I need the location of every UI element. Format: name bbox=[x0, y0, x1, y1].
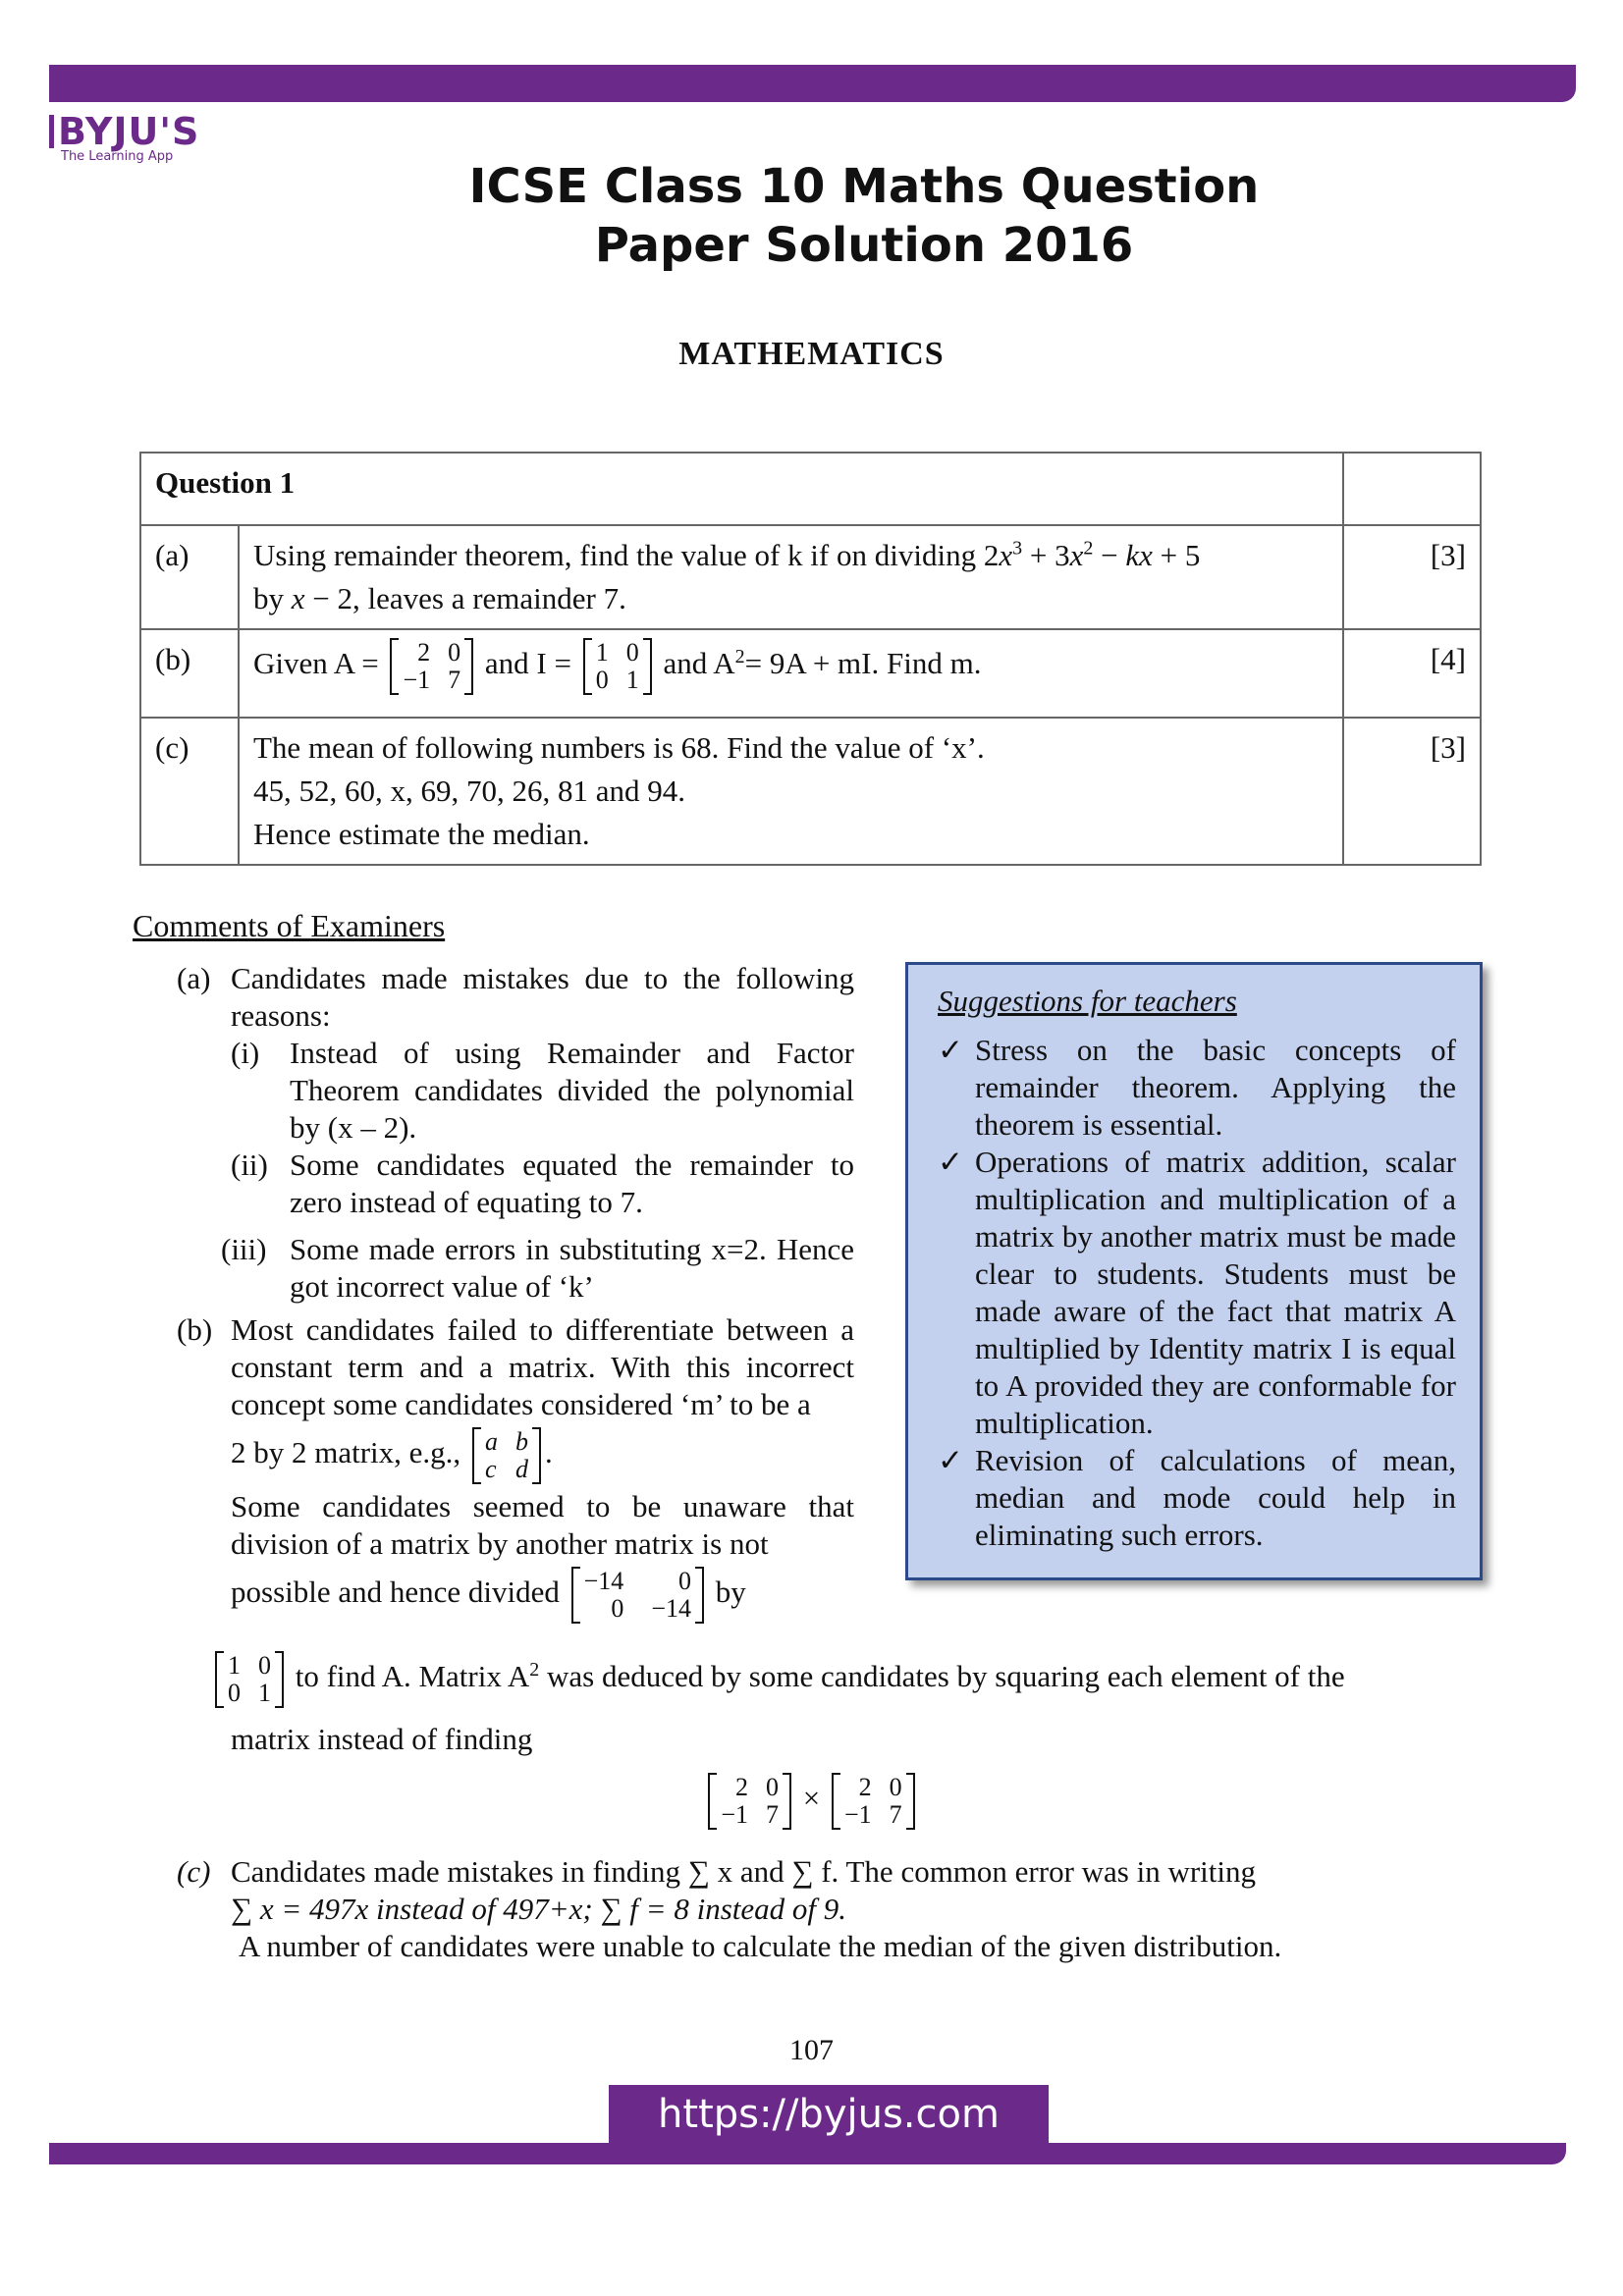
matrix-abcd bbox=[472, 1427, 541, 1484]
text-part: x bbox=[291, 581, 305, 615]
comment-matrix-line: 2 by 2 matrix, e.g., a b c d . bbox=[231, 1427, 553, 1483]
matrix-cell: 1 bbox=[595, 638, 609, 667]
matrix-cell: −1 bbox=[843, 1800, 872, 1829]
matrix-cell: 7 bbox=[889, 1800, 902, 1829]
question-label: (b) bbox=[140, 629, 239, 718]
page-number: 107 bbox=[789, 2034, 834, 2066]
page-title bbox=[393, 157, 1335, 275]
comment-tag: (i) bbox=[231, 1036, 260, 1070]
times-sign: × bbox=[802, 1781, 821, 1816]
matrix-cell: 0 bbox=[611, 1594, 624, 1623]
suggestions-for-teachers-box bbox=[905, 962, 1483, 1580]
title-line-2: Paper Solution 2016 bbox=[594, 218, 1134, 273]
matrix-product-right bbox=[832, 1773, 915, 1830]
matrix-identity bbox=[583, 638, 652, 695]
matrix-cell: 0 bbox=[595, 666, 609, 694]
comment-text: Instead of using Remainder and Factor Theorem candidates divided the polynomial by (x – 2). bbox=[290, 1036, 854, 1145]
matrix-cell: 2 bbox=[735, 1773, 748, 1801]
matrix-cell: 0 bbox=[889, 1773, 902, 1801]
matrix-cell: 2 bbox=[858, 1773, 872, 1801]
text-part: and A bbox=[663, 646, 735, 681]
question-row-c bbox=[140, 718, 1481, 865]
marks-cell-empty bbox=[1343, 453, 1481, 525]
question-label: (c) bbox=[140, 718, 239, 865]
matrix-product bbox=[0, 1773, 1623, 1830]
text-part: = 9A + mI. Find m. bbox=[744, 646, 982, 681]
matrix-cell: 1 bbox=[625, 666, 639, 694]
question-text bbox=[239, 718, 1343, 865]
superscript: 3 bbox=[1012, 537, 1023, 560]
matrix-cell: 1 bbox=[228, 1651, 241, 1680]
suggestions-heading: Suggestions for teachers bbox=[938, 984, 1237, 1018]
matrix-cell: 0 bbox=[258, 1651, 271, 1680]
comment-text: Candidates made mistakes due to the following reasons: bbox=[231, 961, 854, 1033]
title-line-1: ICSE Class 10 Maths Question bbox=[468, 159, 1260, 214]
comment-text: Some made errors in substituting x=2. Hence got incorrect value of ‘k’ bbox=[290, 1232, 854, 1304]
matrix-cell: c bbox=[484, 1455, 497, 1483]
matrix-cell: −1 bbox=[403, 666, 431, 694]
matrix-cell: −14 bbox=[583, 1567, 624, 1595]
question-label: (a) bbox=[140, 525, 239, 629]
question-heading: Question 1 bbox=[140, 453, 1343, 525]
comment-text: A number of candidates were unable to calculate the median of the given distribution. bbox=[239, 1929, 1282, 1963]
comment-text: matrix instead of finding bbox=[231, 1722, 533, 1756]
comments-heading: Comments of Examiners bbox=[133, 908, 446, 943]
matrix-cell: −1 bbox=[721, 1800, 748, 1829]
suggestion-text: Revision of calculations of mean, median and mode could help in eliminating such errors. bbox=[975, 1443, 1456, 1552]
matrix-cell: 1 bbox=[258, 1679, 271, 1707]
matrix-product-left bbox=[708, 1773, 791, 1830]
text-line: The mean of following numbers is 68. Find the value of ‘x’. bbox=[253, 730, 985, 765]
text-part: by bbox=[253, 581, 292, 615]
check-icon: ✓ bbox=[938, 1443, 963, 1477]
marks: [3] bbox=[1343, 718, 1481, 865]
logo-subtitle: The Learning App bbox=[61, 149, 174, 164]
text-part: − 2, leaves a remainder 7. bbox=[304, 581, 626, 615]
text-part: + 3 bbox=[1022, 538, 1070, 572]
comment-tag: (b) bbox=[177, 1312, 213, 1347]
matrix-cell: a bbox=[484, 1427, 498, 1456]
question-row-a bbox=[140, 525, 1481, 629]
text-part: Given A = bbox=[253, 646, 379, 681]
suggestion-item bbox=[938, 1144, 1456, 1442]
text-part: was deduced by some candidates by squaring each element of the bbox=[547, 1659, 1345, 1694]
check-icon: ✓ bbox=[938, 1033, 963, 1067]
matrix-cell: 2 bbox=[417, 638, 431, 667]
top-brand-band bbox=[49, 65, 1576, 102]
bottom-brand-band bbox=[49, 2143, 1566, 2164]
superscript: 2 bbox=[1083, 537, 1094, 560]
comment-tag: (a) bbox=[177, 961, 211, 995]
logo-text: BYJU'S bbox=[58, 110, 200, 153]
text-part: kx bbox=[1125, 538, 1153, 572]
matrix-cell: 7 bbox=[766, 1800, 779, 1829]
subject-heading: MATHEMATICS bbox=[678, 336, 945, 372]
marks: [3] bbox=[1343, 525, 1481, 629]
comment-tag: (c) bbox=[177, 1854, 211, 1889]
examiner-comments bbox=[177, 960, 854, 1624]
comment-a-i bbox=[231, 1035, 854, 1147]
comment-tag: (iii) bbox=[221, 1232, 267, 1266]
check-icon: ✓ bbox=[938, 1145, 963, 1179]
suggestion-text: Operations of matrix addition, scalar multiplication and multiplication of a matrix by another matrix must be made clear to students. Students must be made aware of the fact that matrix A multiplied by Identity matrix I is equal to A provided they are conformable for multiplication. bbox=[975, 1145, 1456, 1440]
text-part: to find A. Matrix A bbox=[295, 1659, 530, 1694]
comment-text: Some candidates equated the remainder to zero instead of equating to 7. bbox=[290, 1148, 854, 1219]
comment-a bbox=[177, 960, 854, 1035]
matrix-cell: −14 bbox=[651, 1594, 691, 1623]
question-text bbox=[239, 525, 1343, 629]
matrix-cell: 0 bbox=[448, 638, 461, 667]
text-part: x bbox=[999, 538, 1013, 572]
superscript: 2 bbox=[734, 645, 745, 667]
matrix-cell: b bbox=[514, 1427, 528, 1456]
text-part: Using remainder theorem, find the value of k if on dividing 2 bbox=[253, 538, 1000, 572]
marks: [4] bbox=[1343, 629, 1481, 718]
matrix-minus-14 bbox=[571, 1567, 704, 1624]
comment-text: Some candidates seemed to be unaware that division of a matrix by another matrix is not bbox=[231, 1489, 854, 1561]
matrix-a bbox=[390, 638, 473, 695]
suggestion-item bbox=[938, 1442, 1456, 1554]
matrix-cell: 7 bbox=[448, 666, 461, 694]
text-part: x bbox=[1069, 538, 1084, 572]
comment-a-iii bbox=[221, 1231, 854, 1306]
matrix-cell: d bbox=[514, 1455, 528, 1483]
comment-c-item bbox=[177, 1853, 1492, 1965]
matrix-identity-2 bbox=[215, 1651, 284, 1708]
question-heading-row bbox=[140, 453, 1481, 525]
comment-text: Candidates made mistakes in finding ∑ x and ∑ f. The common error was in writing bbox=[231, 1854, 1257, 1889]
comment-a-ii bbox=[231, 1147, 854, 1221]
byjus-logo bbox=[49, 110, 199, 164]
text-line: 45, 52, 60, x, 69, 70, 26, 81 and 94. bbox=[253, 774, 686, 808]
comment-text: Most candidates failed to differentiate between a constant term and a matrix. With this incorrect concept some candidates considered ‘m’ to be a bbox=[231, 1312, 854, 1421]
comment-text: ∑ x = 497x instead of 497+x; ∑ f = 8 instead of 9. bbox=[231, 1892, 846, 1926]
footer-url-link[interactable]: https://byjus.com bbox=[609, 2085, 1049, 2144]
text-part: 2 by 2 matrix, e.g., bbox=[231, 1435, 461, 1470]
matrix-cell: 0 bbox=[766, 1773, 779, 1801]
superscript: 2 bbox=[529, 1658, 540, 1681]
matrix-cell: 0 bbox=[625, 638, 639, 667]
question-table bbox=[139, 452, 1482, 866]
text-line: Hence estimate the median. bbox=[253, 817, 590, 851]
text-part: possible and hence divided bbox=[231, 1575, 560, 1610]
text-part: by bbox=[715, 1575, 746, 1610]
suggestion-text: Stress on the basic concepts of remainder theorem. Applying the theorem is essential. bbox=[975, 1033, 1456, 1142]
text-part: − bbox=[1093, 538, 1126, 572]
comment-matrix-line bbox=[231, 1567, 854, 1624]
suggestion-item bbox=[938, 1032, 1456, 1144]
question-text bbox=[239, 629, 1343, 718]
matrix-cell: 0 bbox=[677, 1567, 691, 1595]
comment-b-continued bbox=[211, 1651, 1488, 1708]
question-row-b bbox=[140, 629, 1481, 718]
text-part: + 5 bbox=[1152, 538, 1201, 572]
comment-c bbox=[177, 1853, 1492, 1965]
matrix-cell: 0 bbox=[228, 1679, 241, 1707]
comment-b bbox=[177, 1311, 854, 1624]
text-part: and I = bbox=[484, 646, 571, 681]
comment-tag: (ii) bbox=[231, 1148, 268, 1182]
